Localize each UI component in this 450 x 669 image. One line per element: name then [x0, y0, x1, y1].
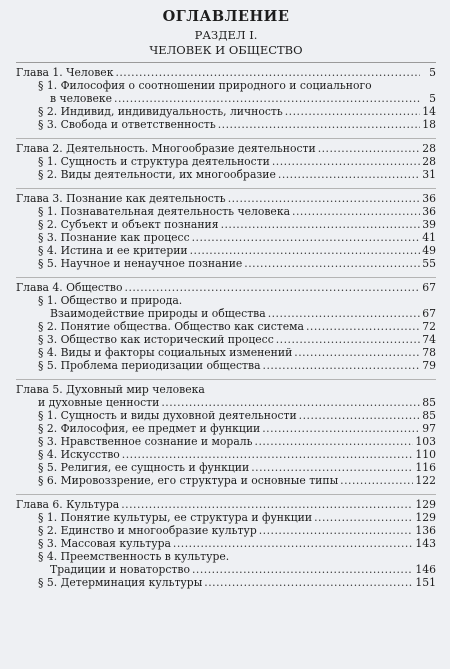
chapter-title [16, 498, 436, 511]
leader-dots [285, 105, 420, 118]
toc-entry [16, 79, 436, 92]
toc-entry [16, 448, 436, 461]
page-number: 129 [415, 498, 436, 511]
leader-dots [262, 422, 420, 435]
toc-entry-text: § 3. Общество как исторический процесс [38, 333, 274, 346]
toc-entry [16, 307, 436, 320]
chapter-list [16, 66, 436, 589]
leader-dots [259, 524, 414, 537]
leader-dots [190, 244, 420, 257]
leader-dots [292, 205, 420, 218]
page-number: 39 [422, 218, 436, 231]
chapter-title-text: и духовные ценности [38, 396, 160, 409]
toc-entry [16, 320, 436, 333]
toc-entry-text: § 5. Научное и ненаучное познание [38, 257, 243, 270]
toc-entry [16, 92, 436, 105]
chapter-title-text: Глава 6. Культура [16, 498, 120, 511]
page-number: 103 [415, 435, 436, 448]
leader-dots [192, 231, 420, 244]
leader-dots [278, 168, 420, 181]
page-number: 72 [422, 320, 436, 333]
toc-entry-text: § 3. Массовая культура [38, 537, 171, 550]
chapter-divider [16, 277, 436, 278]
toc-entry [16, 511, 436, 524]
page-number: 41 [422, 231, 436, 244]
page-number: 36 [422, 205, 436, 218]
chapter-title [16, 142, 436, 155]
page-number: 74 [422, 333, 436, 346]
toc-entry-text: § 4. Искусство [38, 448, 120, 461]
leader-dots [192, 563, 413, 576]
toc-entry-text: Традиции и новаторство [50, 563, 190, 576]
chapter-title [16, 192, 436, 205]
toc-entry [16, 205, 436, 218]
toc-entry-text: § 4. Истина и ее критерии [38, 244, 188, 257]
toc-entry [16, 168, 436, 181]
page-number: 67 [422, 281, 436, 294]
leader-dots [204, 576, 413, 589]
toc-entry-text: § 1. Сущность и структура деятельности [38, 155, 270, 168]
leader-dots [221, 218, 420, 231]
toc-entry-text: § 1. Понятие культуры, ее структура и функции [38, 511, 313, 524]
toc-entry [16, 576, 436, 589]
page-number: 18 [422, 118, 436, 131]
toc-entry [16, 550, 436, 563]
toc-entry-text: Взаимодействие природы и общества [50, 307, 266, 320]
leader-dots [318, 142, 420, 155]
page-number: 5 [429, 92, 436, 105]
page-number: 49 [422, 244, 436, 257]
leader-dots [294, 346, 420, 359]
toc-entry-text: § 2. Философия, ее предмет и функции [38, 422, 261, 435]
toc-entry [16, 294, 436, 307]
chapter-title-text: Глава 1. Человек [16, 66, 114, 79]
toc-entry [16, 333, 436, 346]
leader-dots [218, 118, 420, 131]
page-number: 122 [415, 474, 436, 487]
leader-dots [340, 474, 413, 487]
chapter-title [16, 383, 436, 396]
chapter-divider [16, 138, 436, 139]
toc-entry [16, 563, 436, 576]
toc-entry-text: § 5. Детерминация культуры [38, 576, 203, 589]
chapter-block [16, 379, 436, 487]
toc-entry [16, 218, 436, 231]
page-number: 67 [422, 307, 436, 320]
page-number: 136 [415, 524, 436, 537]
leader-dots [268, 307, 420, 320]
chapter-block [16, 66, 436, 131]
toc-entry-text: § 1. Сущность и виды духовной деятельности [38, 409, 297, 422]
leader-dots [115, 66, 420, 79]
toc-entry [16, 231, 436, 244]
toc-entry-text: § 2. Понятие общества. Общество как система [38, 320, 304, 333]
section-divider [16, 62, 436, 63]
toc-entry-text: § 4. Виды и факторы социальных изменений [38, 346, 293, 359]
leader-dots [114, 92, 420, 105]
toc-entry-text: § 1. Общество и природа. [38, 294, 183, 307]
page-number: 151 [415, 576, 436, 589]
toc-entry [16, 359, 436, 372]
toc-entry [16, 524, 436, 537]
toc-entry-text: § 5. Проблема периодизации общества [38, 359, 261, 372]
toc-entry-text: § 5. Религия, ее сущность и функции [38, 461, 250, 474]
toc-entry [16, 346, 436, 359]
toc-entry [16, 474, 436, 487]
chapter-block [16, 138, 436, 181]
toc-entry [16, 409, 436, 422]
toc-entry [16, 244, 436, 257]
chapter-block [16, 188, 436, 270]
page-number: 85 [422, 409, 436, 422]
chapter-title-text: Глава 5. Духовный мир человека [16, 383, 205, 396]
leader-dots [121, 498, 413, 511]
leader-dots [228, 192, 420, 205]
chapter-divider [16, 188, 436, 189]
leader-dots [272, 155, 420, 168]
page-number: 14 [422, 105, 436, 118]
toc-entry-text: § 3. Свобода и ответственность [38, 118, 216, 131]
page-number: 110 [415, 448, 436, 461]
leader-dots [251, 461, 413, 474]
leader-dots [125, 281, 420, 294]
page-number: 28 [422, 142, 436, 155]
toc-entry-text: в человеке [50, 92, 113, 105]
page-number: 97 [422, 422, 436, 435]
toc-entry [16, 257, 436, 270]
page-number: 143 [415, 537, 436, 550]
leader-dots [299, 409, 420, 422]
page-number: 55 [422, 257, 436, 270]
toc-entry-text: § 2. Индивид, индивидуальность, личность [38, 105, 283, 118]
toc-entry-text: § 3. Нравственное сознание и мораль [38, 435, 253, 448]
chapter-block [16, 494, 436, 589]
toc-entry-text: § 6. Мировоззрение, его структура и основные типы [38, 474, 339, 487]
toc-entry-text: § 2. Субъект и объект познания [38, 218, 219, 231]
chapter-divider [16, 379, 436, 380]
leader-dots [161, 396, 420, 409]
page-number: 78 [422, 346, 436, 359]
page-number: 129 [415, 511, 436, 524]
toc-entry-text: § 4. Преемственность в культуре. [38, 550, 230, 563]
page-number: 116 [415, 461, 436, 474]
leader-dots [244, 257, 420, 270]
leader-dots [276, 333, 420, 346]
page-number: 5 [429, 66, 436, 79]
toc-entry [16, 422, 436, 435]
chapter-title [16, 66, 436, 79]
leader-dots [173, 537, 413, 550]
chapter-title-text: Глава 3. Познание как деятельность [16, 192, 226, 205]
chapter-block [16, 277, 436, 372]
page-number: 146 [415, 563, 436, 576]
leader-dots [122, 448, 414, 461]
page-number: 36 [422, 192, 436, 205]
toc-entry-text: § 1. Философия о соотношении природного и социального [38, 79, 372, 92]
section-name: ЧЕЛОВЕК И ОБЩЕСТВО [149, 43, 303, 57]
page-number: 28 [422, 155, 436, 168]
chapter-title-text: Глава 2. Деятельность. Многообразие деятельности [16, 142, 316, 155]
toc-entry [16, 435, 436, 448]
toc-entry-text: § 2. Виды деятельности, их многообразие [38, 168, 276, 181]
toc-entry-text: § 1. Познавательная деятельность человека [38, 205, 291, 218]
page-number: 85 [422, 396, 436, 409]
chapter-title-text: Глава 4. Общество [16, 281, 123, 294]
toc-entry [16, 155, 436, 168]
chapter-divider [16, 494, 436, 495]
toc-entry-text: § 3. Познание как процесс [38, 231, 190, 244]
toc-entry [16, 461, 436, 474]
chapter-title [16, 396, 436, 409]
leader-dots [263, 359, 420, 372]
toc-entry [16, 118, 436, 131]
page-number: 79 [422, 359, 436, 372]
section-label: РАЗДЕЛ I. [194, 28, 258, 42]
leader-dots [306, 320, 420, 333]
toc-entry-text: § 2. Единство и многообразие культур [38, 524, 257, 537]
toc-entry [16, 537, 436, 550]
page-title: ОГЛАВЛЕНИЕ [162, 8, 290, 25]
page-number: 31 [422, 168, 436, 181]
table-of-contents [16, 6, 436, 589]
leader-dots [314, 511, 413, 524]
leader-dots [255, 435, 414, 448]
chapter-title [16, 281, 436, 294]
toc-entry [16, 105, 436, 118]
